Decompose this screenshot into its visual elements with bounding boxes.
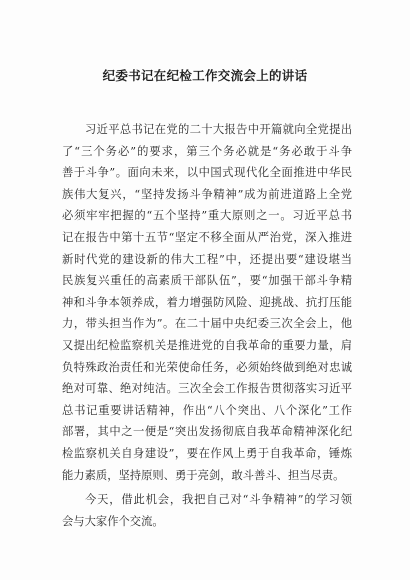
paragraph-line: 记在报告中第十五节“坚定不移全面从严治党，深入推进: [62, 230, 352, 244]
paragraph-line: 负特殊政治责任和光荣使命任务，必须始终做到绝对忠诚: [62, 360, 352, 374]
paragraph-line: 新时代党的建设新的伟大工程”中，还提出要“建设堪当: [62, 252, 352, 266]
paragraph-2: [62, 489, 352, 532]
paragraph-line: 善于斗争”。面向未来，以中国式现代化全面推进中华民: [62, 166, 352, 180]
paragraph-line: 总书记重要讲话精神，作出“八个突出、八个深化”工作: [62, 403, 352, 417]
document-title: 纪委书记在纪检工作交流会上的讲话: [102, 68, 308, 83]
paragraph-line: 检监察机关自身建设”，要在作风上勇于自我革命，锤炼: [62, 446, 352, 460]
paragraph-line: 力，带头担当作为”。在二十届中央纪委三次全会上，他: [62, 317, 352, 331]
paragraph-line: 了“三个务必”的要求，第三个务必就是“务必敢于斗争: [62, 144, 352, 158]
paragraph-line: 能力素质，坚持原则、勇于亮剑，敢斗善斗、担当尽责。: [62, 468, 345, 482]
paragraph-line: 部署，其中之一便是“突出发扬彻底自我革命精神深化纪: [62, 425, 352, 439]
paragraph-line: 民族复兴重任的高素质干部队伍”，要“加强干部斗争精: [62, 274, 352, 288]
paragraph-line: 习近平总书记在党的二十大报告中开篇就向全党提出: [85, 123, 352, 136]
paragraph-line: 神和斗争本领养成，着力增强防风险、迎挑战、抗打压能: [62, 295, 352, 309]
paragraph-line: 必须牢牢把握的“五个坚持”重大原则之一。习近平总书: [62, 209, 352, 223]
paragraph-line: 会与大家作个交流。: [62, 514, 164, 528]
paragraph-line: 又提出纪检监察机关是推进党的自我革命的重要力量，肩: [62, 338, 352, 352]
paragraph-line: 今天，借此机会，我把自己对“斗争精神”的学习领: [85, 493, 352, 506]
paragraph-line: 绝对可靠、绝对纯洁。三次全会工作报告贯彻落实习近平: [62, 382, 352, 396]
paragraph-1: [62, 119, 352, 486]
paragraph-line: 族伟大复兴，“坚持发扬斗争精神”成为前进道路上全党: [62, 187, 352, 201]
